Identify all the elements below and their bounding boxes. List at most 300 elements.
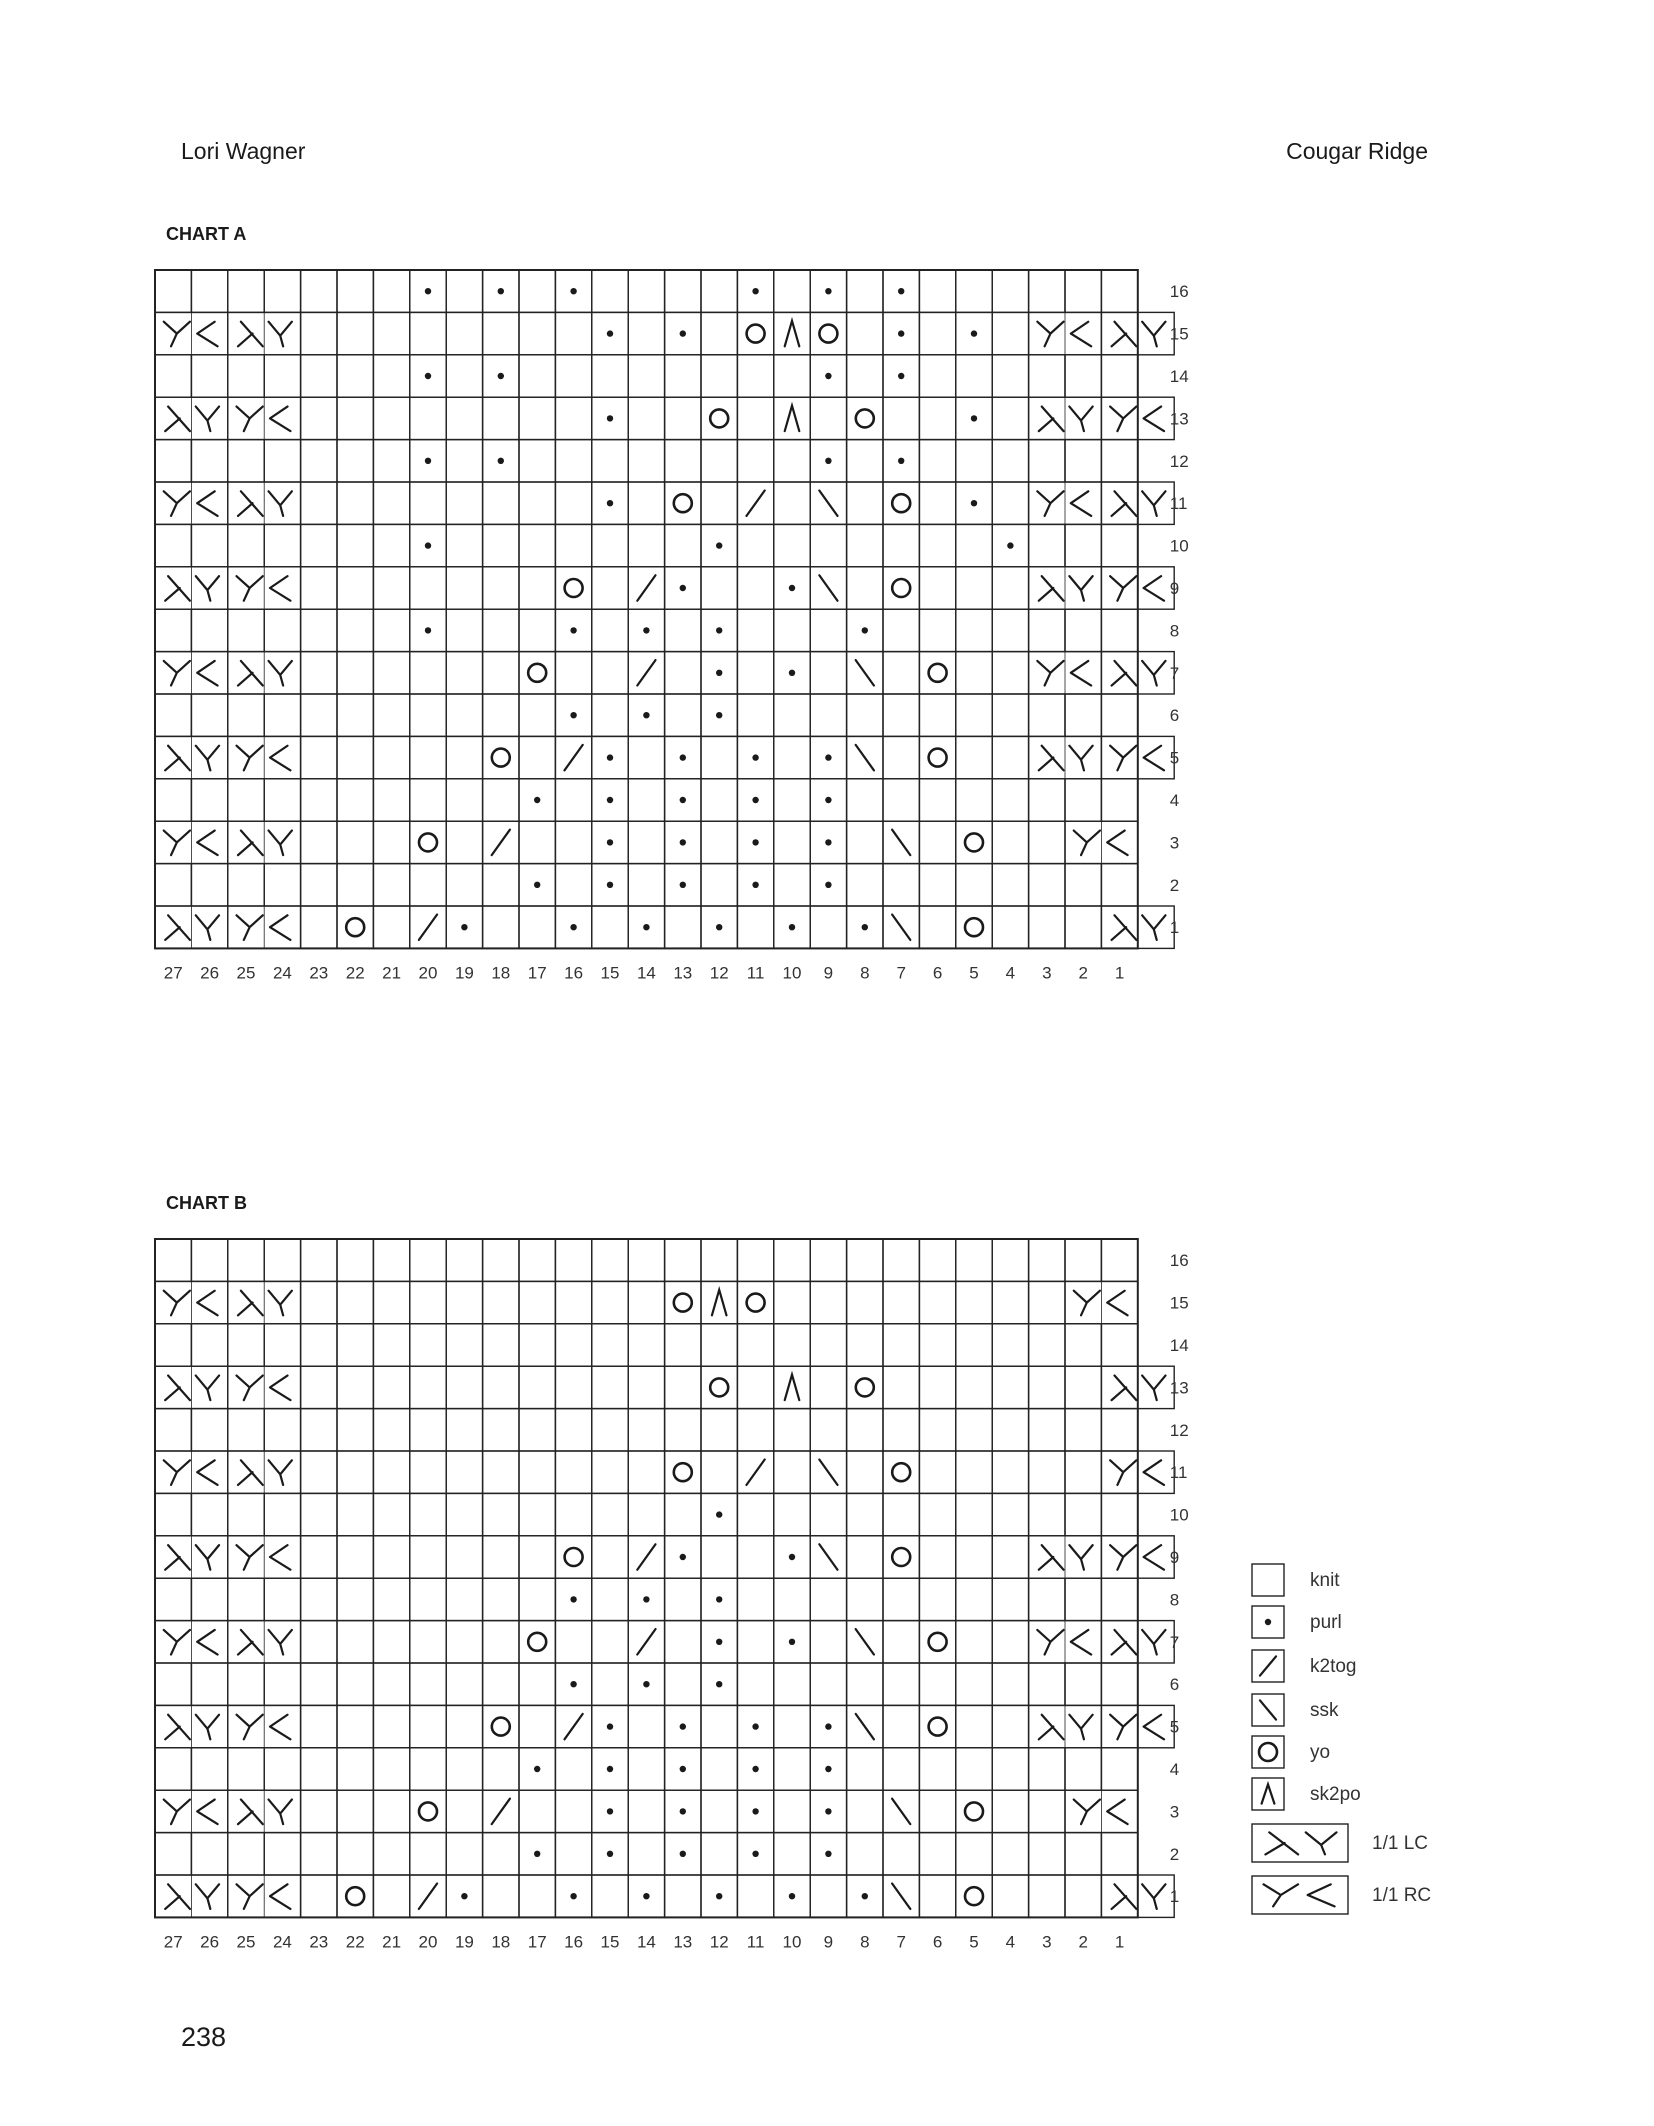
chart-cell — [737, 1621, 773, 1663]
rc-cable-mark — [237, 1884, 291, 1909]
purl-mark — [862, 924, 868, 930]
chart-cell — [410, 567, 446, 609]
chart-cell — [1029, 1493, 1065, 1535]
chart-cell — [992, 312, 1028, 354]
legend-swatch — [1252, 1736, 1284, 1768]
chart-cell — [592, 1663, 628, 1705]
chart-cell — [337, 1621, 373, 1663]
chart-cell — [483, 1366, 519, 1408]
chart-cell — [301, 1663, 337, 1705]
chart-cell — [228, 1663, 264, 1705]
chart-cell — [628, 1833, 664, 1875]
chart-cell — [410, 312, 446, 354]
chart-cell — [337, 1578, 373, 1620]
chart-cell — [919, 1705, 955, 1747]
chart-cell — [483, 1281, 519, 1323]
chart-cell — [1101, 355, 1137, 397]
chart-cell — [919, 1324, 955, 1366]
purl-mark — [752, 882, 758, 888]
chart-cell — [992, 1366, 1028, 1408]
chart-cell — [155, 1578, 191, 1620]
yo-mark — [419, 1802, 437, 1820]
purl-mark — [716, 627, 722, 633]
purl-mark — [680, 330, 686, 336]
chart-cell — [446, 1536, 482, 1578]
grid-cells — [155, 270, 1174, 948]
chart-cell — [301, 397, 337, 439]
chart-cell — [628, 270, 664, 312]
chart-cell — [810, 1578, 846, 1620]
chart-cell — [701, 1409, 737, 1451]
chart-cell — [373, 482, 409, 524]
chart-cell — [373, 397, 409, 439]
chart-cell — [1065, 1324, 1101, 1366]
ssk-mark — [819, 1544, 837, 1569]
chart-cell — [410, 1281, 446, 1323]
chart-cell — [592, 1875, 628, 1917]
row-number: 13 — [1169, 409, 1189, 429]
row-number: 2 — [1169, 1844, 1180, 1864]
chart-cell — [373, 1663, 409, 1705]
k2tog-mark — [747, 490, 765, 515]
chart-cell — [337, 1409, 373, 1451]
chart-cell — [519, 1324, 555, 1366]
chart-cell — [737, 1493, 773, 1535]
chart-cell — [373, 1281, 409, 1323]
chart-cell — [919, 821, 955, 863]
chart-cell — [337, 1536, 373, 1578]
chart-cell — [1065, 906, 1101, 948]
legend-item-knit — [1252, 1564, 1340, 1596]
k2tog-mark — [492, 1799, 510, 1824]
chart-cell — [410, 652, 446, 694]
chart-cell — [483, 312, 519, 354]
column-number: 8 — [860, 963, 870, 983]
chart-cell — [301, 482, 337, 524]
chart-cell — [446, 652, 482, 694]
chart-cell — [483, 1493, 519, 1535]
chart-cell — [228, 864, 264, 906]
chart-cell — [701, 1536, 737, 1578]
chart-cell — [919, 864, 955, 906]
chart-cell — [737, 1536, 773, 1578]
chart-cell — [483, 1578, 519, 1620]
row-number: 15 — [1169, 1293, 1189, 1313]
chart-cell — [810, 312, 846, 354]
chart-cell — [1065, 1239, 1101, 1281]
chart-cell — [337, 355, 373, 397]
yo-mark — [929, 664, 947, 682]
k2tog-mark — [747, 1459, 765, 1484]
purl-mark — [498, 288, 504, 294]
chart-cell — [191, 864, 227, 906]
chart-cell — [701, 1451, 737, 1493]
chart-cell — [919, 1621, 955, 1663]
chart-cell — [264, 1663, 300, 1705]
column-number: 8 — [860, 1932, 870, 1952]
purl-mark — [971, 500, 977, 506]
chart-cell — [992, 1790, 1028, 1832]
chart-cell — [483, 1324, 519, 1366]
chart-row-12 — [155, 1409, 1138, 1451]
purl-mark — [716, 670, 722, 676]
column-number: 24 — [272, 1932, 292, 1952]
legend-label: 1/1 LC — [1372, 1833, 1428, 1854]
purl-mark — [752, 1851, 758, 1857]
chart-cell — [628, 1705, 664, 1747]
chart-cell — [919, 609, 955, 651]
chart-cell — [373, 1833, 409, 1875]
chart-cell — [1065, 1451, 1101, 1493]
column-number: 22 — [345, 1932, 365, 1952]
column-number: 7 — [896, 963, 906, 983]
chart-cell — [701, 821, 737, 863]
row-number: 3 — [1169, 833, 1180, 853]
purl-mark — [898, 330, 904, 336]
chart-cell — [956, 567, 992, 609]
chart-cell — [228, 1324, 264, 1366]
chart-cell — [1101, 779, 1137, 821]
column-number: 10 — [782, 963, 802, 983]
chart-cell — [665, 652, 701, 694]
chart-cell — [1101, 1409, 1137, 1451]
chart-cell — [1029, 1281, 1065, 1323]
chart-cell — [774, 864, 810, 906]
chart-cell — [555, 1748, 591, 1790]
rc-cable-mark — [1037, 661, 1091, 686]
chart-cell — [264, 270, 300, 312]
chart-cell — [810, 1621, 846, 1663]
chart-cell — [1101, 270, 1137, 312]
chart-cell — [446, 864, 482, 906]
purl-mark — [789, 924, 795, 930]
chart-row-16 — [155, 1239, 1138, 1281]
chart-cell — [919, 312, 955, 354]
chart-row-2 — [155, 864, 1138, 906]
chart-cell — [483, 736, 519, 778]
chart-cell — [847, 397, 883, 439]
chart-cell — [883, 1663, 919, 1705]
chart-cell — [337, 482, 373, 524]
chart-cell — [228, 609, 264, 651]
chart-cell — [410, 1451, 446, 1493]
pattern-title: Cougar Ridge — [1286, 138, 1428, 164]
ssk-mark — [819, 490, 837, 515]
purl-mark — [789, 1639, 795, 1645]
chart-cell — [519, 1578, 555, 1620]
chart-cell — [483, 482, 519, 524]
chart-cell — [1065, 1578, 1101, 1620]
column-number: 7 — [896, 1932, 906, 1952]
chart-cell — [373, 440, 409, 482]
chart-row-14 — [155, 355, 1138, 397]
purl-mark — [570, 627, 576, 633]
chart-cell — [919, 779, 955, 821]
chart-b-grid — [155, 1239, 1235, 1979]
yo-mark — [892, 1463, 910, 1481]
chart-cell — [1029, 270, 1065, 312]
chart-cell — [919, 355, 955, 397]
chart-cell — [1101, 1239, 1137, 1281]
row-number: 1 — [1169, 1887, 1180, 1907]
chart-cell — [956, 864, 992, 906]
chart-cell — [1029, 1748, 1065, 1790]
chart-cell — [483, 779, 519, 821]
chart-cell — [228, 524, 264, 566]
chart-cell — [992, 440, 1028, 482]
chart-cell — [155, 270, 191, 312]
rc-cable-mark — [1037, 1630, 1091, 1655]
chart-cell — [519, 1663, 555, 1705]
chart-cell — [301, 1493, 337, 1535]
chart-cell — [301, 609, 337, 651]
chart-cell — [956, 1493, 992, 1535]
legend-label: purl — [1310, 1612, 1342, 1633]
column-number: 25 — [236, 963, 256, 983]
purl-mark — [461, 924, 467, 930]
chart-cell — [446, 1705, 482, 1747]
k2tog-mark — [637, 1629, 655, 1654]
chart-row-4 — [155, 1748, 1138, 1790]
chart-cell — [665, 609, 701, 651]
chart-cell — [301, 1748, 337, 1790]
column-number: 17 — [527, 1932, 547, 1952]
purl-mark — [570, 924, 576, 930]
chart-cell — [665, 482, 701, 524]
chart-cell — [737, 440, 773, 482]
rc-cable-mark — [1037, 491, 1091, 516]
column-number: 19 — [454, 963, 474, 983]
chart-cell — [373, 821, 409, 863]
column-number: 6 — [932, 963, 943, 983]
purl-mark — [752, 797, 758, 803]
purl-mark — [716, 1893, 722, 1899]
chart-cell — [301, 694, 337, 736]
chart-cell — [519, 355, 555, 397]
rc-cable-mark — [1074, 1291, 1128, 1316]
chart-cell — [1029, 1451, 1065, 1493]
chart-cell — [373, 694, 409, 736]
chart-cell — [847, 1578, 883, 1620]
chart-cell — [774, 355, 810, 397]
rc-cable-mark — [164, 1291, 218, 1316]
chart-cell — [847, 270, 883, 312]
chart-cell — [883, 1493, 919, 1535]
chart-cell — [774, 1705, 810, 1747]
chart-cell — [956, 1451, 992, 1493]
chart-cell — [373, 1536, 409, 1578]
chart-cell — [665, 1875, 701, 1917]
ssk-mark — [892, 1883, 910, 1908]
chart-cell — [519, 1536, 555, 1578]
chart-cell — [337, 270, 373, 312]
chart-cell — [301, 736, 337, 778]
chart-cell — [301, 1281, 337, 1323]
chart-cell — [301, 1451, 337, 1493]
chart-cell — [774, 1833, 810, 1875]
purl-mark — [607, 1723, 613, 1729]
chart-row-1 — [155, 1875, 1174, 1917]
purl-mark — [534, 1851, 540, 1857]
chart-cell — [701, 567, 737, 609]
purl-mark — [1265, 1619, 1271, 1625]
chart-cell — [628, 1409, 664, 1451]
yo-mark — [929, 1718, 947, 1736]
purl-mark — [607, 330, 613, 336]
purl-mark — [825, 458, 831, 464]
chart-cell — [628, 524, 664, 566]
chart-cell — [155, 440, 191, 482]
chart-cell — [337, 652, 373, 694]
chart-cell — [264, 1493, 300, 1535]
chart-cell — [301, 821, 337, 863]
chart-a-title: CHART A — [166, 224, 247, 244]
chart-cell — [155, 1663, 191, 1705]
chart-cell — [919, 1875, 955, 1917]
chart-cell — [1065, 1875, 1101, 1917]
ssk-mark — [892, 914, 910, 939]
yo-mark — [747, 325, 765, 343]
chart-cell — [592, 1239, 628, 1281]
column-number: 6 — [932, 1932, 943, 1952]
chart-cell — [410, 821, 446, 863]
chart-cell — [810, 524, 846, 566]
chart-cell — [264, 694, 300, 736]
rc-cable-mark — [164, 322, 218, 347]
chart-cell — [737, 1324, 773, 1366]
chart-cell — [228, 355, 264, 397]
chart-cell — [191, 694, 227, 736]
chart-cell — [592, 1451, 628, 1493]
chart-cell — [555, 397, 591, 439]
purl-mark — [752, 1723, 758, 1729]
column-number: 15 — [600, 963, 620, 983]
k2tog-mark — [1260, 1656, 1276, 1675]
chart-cell — [1101, 864, 1137, 906]
column-number: 19 — [454, 1932, 474, 1952]
chart-cell — [555, 821, 591, 863]
purl-mark — [607, 839, 613, 845]
row-number: 9 — [1169, 1548, 1180, 1567]
chart-cell — [592, 1536, 628, 1578]
chart-cell — [919, 397, 955, 439]
yo-mark — [1259, 1743, 1277, 1761]
chart-cell — [883, 736, 919, 778]
row-number: 4 — [1169, 791, 1180, 810]
chart-cell — [992, 1451, 1028, 1493]
chart-cell — [1065, 609, 1101, 651]
chart-cell — [228, 694, 264, 736]
chart-cell — [483, 694, 519, 736]
chart-cell — [337, 694, 373, 736]
chart-cell — [555, 567, 591, 609]
chart-cell — [483, 1239, 519, 1281]
chart-cell — [519, 312, 555, 354]
chart-cell — [264, 1578, 300, 1620]
chart-cell — [373, 1493, 409, 1535]
chart-cell — [337, 397, 373, 439]
chart-cell — [701, 270, 737, 312]
chart-cell — [483, 1621, 519, 1663]
chart-cell — [592, 567, 628, 609]
chart-cell — [992, 1536, 1028, 1578]
chart-cell — [373, 1875, 409, 1917]
purl-mark — [534, 1766, 540, 1772]
chart-cell — [155, 609, 191, 651]
rc-cable-mark — [1264, 1884, 1335, 1906]
chart-cell — [155, 1748, 191, 1790]
chart-cell — [519, 1790, 555, 1832]
chart-cell — [919, 906, 955, 948]
chart-cell — [883, 1748, 919, 1790]
chart-cell — [1065, 1409, 1101, 1451]
column-number: 14 — [636, 963, 656, 983]
chart-cell — [446, 1281, 482, 1323]
purl-mark — [680, 585, 686, 591]
chart-cell — [301, 440, 337, 482]
purl-mark — [425, 542, 431, 548]
chart-cell — [191, 1239, 227, 1281]
yo-mark — [492, 1718, 510, 1736]
rc-cable-mark — [164, 491, 218, 516]
chart-cell — [191, 1324, 227, 1366]
chart-cell — [701, 736, 737, 778]
chart-cell — [264, 609, 300, 651]
chart-cell — [919, 524, 955, 566]
chart-cell — [847, 1536, 883, 1578]
chart-cell — [446, 1790, 482, 1832]
chart-row-1 — [155, 906, 1174, 948]
purl-mark — [425, 627, 431, 633]
chart-cell — [1029, 1409, 1065, 1451]
chart-cell — [446, 1493, 482, 1535]
chart-cell — [992, 864, 1028, 906]
chart-cell — [883, 694, 919, 736]
chart-cell — [628, 779, 664, 821]
chart-cell — [337, 1281, 373, 1323]
purl-mark — [716, 1511, 722, 1517]
chart-cell — [810, 1663, 846, 1705]
chart-cell — [555, 779, 591, 821]
chart-cell — [847, 864, 883, 906]
chart-cell — [956, 1663, 992, 1705]
purl-mark — [825, 1766, 831, 1772]
chart-cell — [665, 270, 701, 312]
chart-cell — [774, 609, 810, 651]
chart-cell — [774, 736, 810, 778]
chart-cell — [919, 1451, 955, 1493]
lc-cable-mark — [165, 1884, 219, 1909]
legend-label: ssk — [1310, 1700, 1339, 1721]
chart-cell — [373, 1578, 409, 1620]
chart-cell — [373, 864, 409, 906]
lc-cable-mark — [1039, 1715, 1093, 1740]
chart-row-8 — [155, 1578, 1138, 1620]
purl-mark — [752, 1808, 758, 1814]
chart-cell — [519, 1409, 555, 1451]
purl-mark — [680, 1766, 686, 1772]
row-number: 6 — [1169, 706, 1180, 726]
chart-cell — [919, 1281, 955, 1323]
chart-cell — [337, 736, 373, 778]
chart-cell — [810, 1409, 846, 1451]
column-number: 27 — [163, 963, 183, 983]
yo-mark — [747, 1294, 765, 1312]
chart-cell — [847, 312, 883, 354]
chart-cell — [737, 312, 773, 354]
chart-cell — [847, 1409, 883, 1451]
chart-cell — [592, 1493, 628, 1535]
